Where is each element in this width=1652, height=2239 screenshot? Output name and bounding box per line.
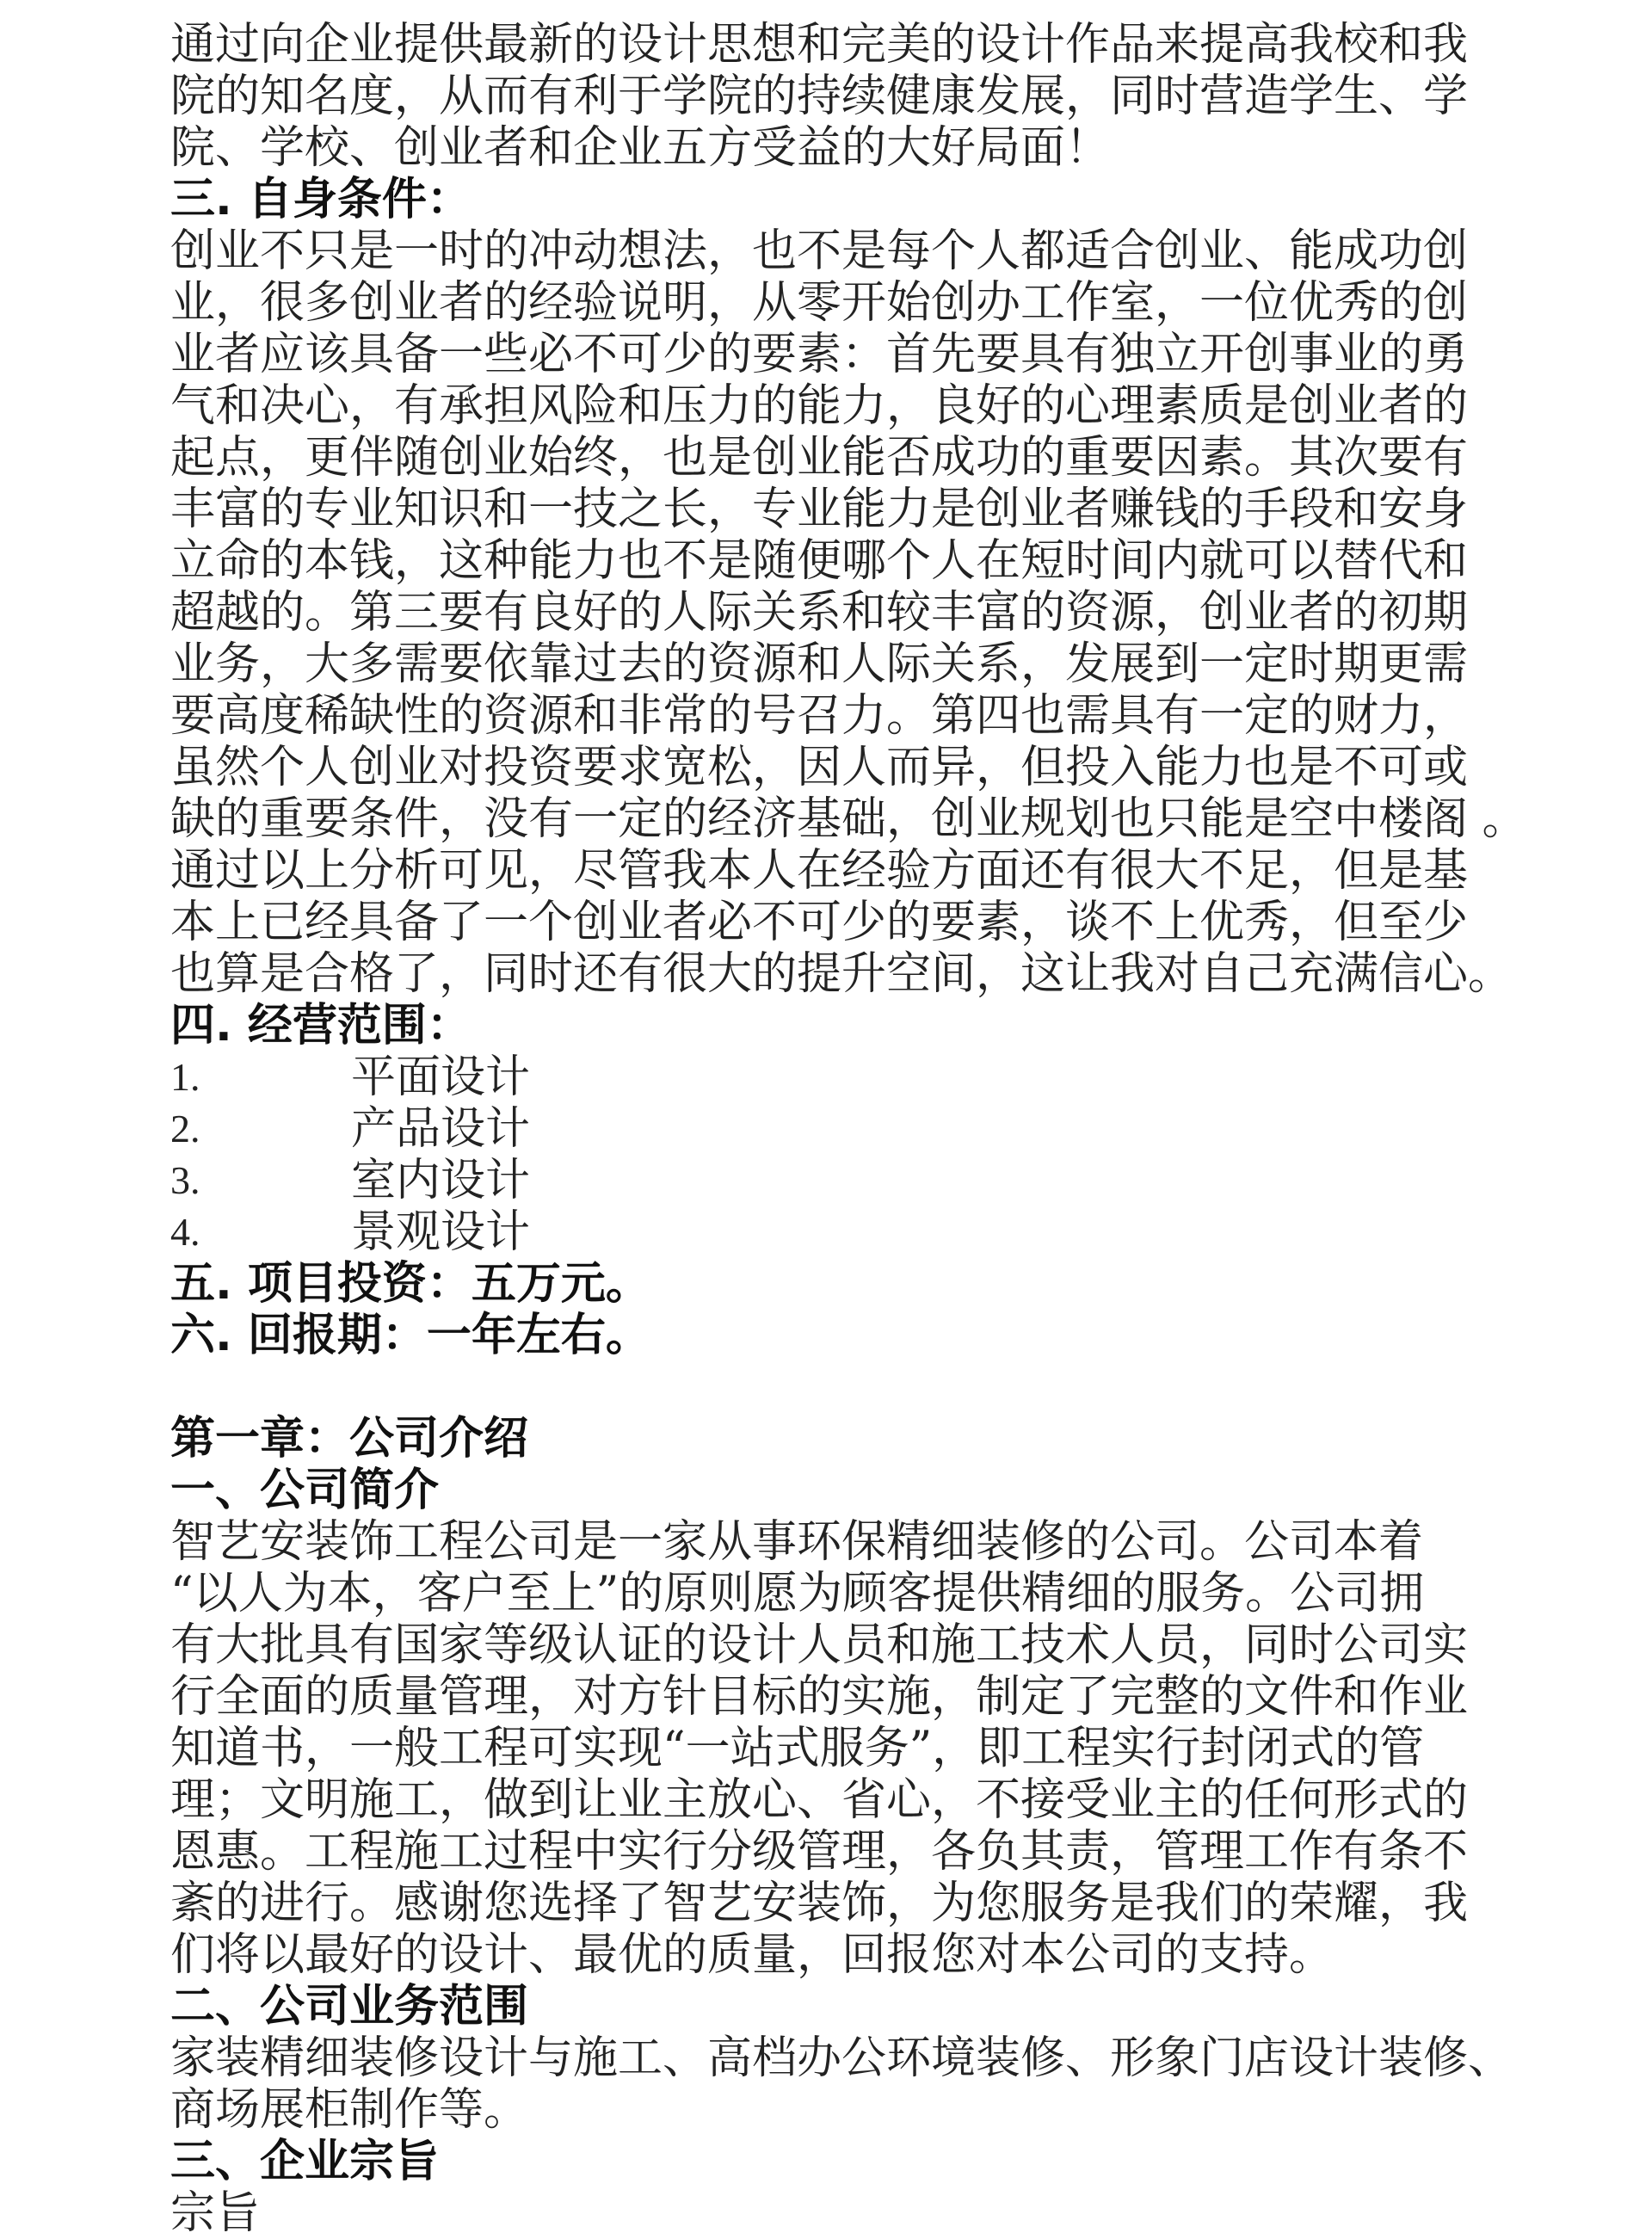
paragraph-line: 家装精细装修设计与施工、高档办公环境装修、形象门店设计装修、: [170, 2032, 1513, 2084]
paragraph-line: 超越的。第三要有良好的人际关系和较丰富的资源，创业者的初期: [170, 587, 1469, 638]
section-heading-payback: 六. 回报期：一年左右。: [170, 1310, 650, 1361]
paragraph-line: “以人为本，客户至上”的原则愿为顾客提供精细的服务。公司拥: [170, 1568, 1425, 1619]
paragraph-line: 有大批具有国家等级认证的设计人员和施工技术人员，同时公司实: [170, 1619, 1469, 1671]
paragraph-line: 业者应该具备一些必不可少的要素：首先要具有独立开创事业的勇: [170, 329, 1469, 380]
paragraph-line: 通过以上分析可见，尽管我本人在经验方面还有很大不足，但是基: [170, 845, 1469, 897]
list-label: 室内设计: [351, 1155, 531, 1206]
paragraph-line: 宗旨: [170, 2187, 261, 2239]
paragraph-line: 们将以最好的设计、最优的质量，回报您对本公司的支持。: [170, 1929, 1335, 1981]
paragraph-line: 理；文明施工，做到让业主放心、省心，不接受业主的任何形式的: [170, 1774, 1469, 1826]
chapter-title: 第一章：公司介绍: [170, 1413, 529, 1465]
list-number: 1.: [170, 1055, 200, 1099]
paragraph-line: 立命的本钱，这种能力也不是随便哪个人在短时间内就可以替代和: [170, 535, 1469, 587]
paragraph-line: 虽然个人创业对投资要求宽松，因人而异，但投入能力也是不可或: [170, 742, 1469, 793]
list-item: [170, 1206, 1478, 1258]
paragraph-line: 丰富的专业知识和一技之长，专业能力是创业者赚钱的手段和安身: [170, 484, 1469, 535]
subsection-heading-business-range: 二、公司业务范围: [170, 1981, 529, 2032]
business-range-paragraph: [170, 2032, 1513, 2136]
section-heading-business-scope: 四. 经营范围：: [170, 1000, 472, 1052]
section-heading-self-conditions: 三. 自身条件：: [170, 174, 472, 225]
paragraph-line: 院、学校、创业者和企业五方受益的大好局面！: [170, 122, 1111, 174]
paragraph-line: 恩惠。工程施工过程中实行分级管理，各负其责，管理工作有条不: [170, 1826, 1469, 1878]
paragraph-line: 业务，大多需要依靠过去的资源和人际关系，发展到一定时期更需: [170, 638, 1469, 690]
list-number: 2.: [170, 1107, 200, 1150]
section-heading-investment: 五. 项目投资：五万元。: [170, 1258, 650, 1310]
paragraph-line: 紊的进行。感谢您选择了智艺安装饰，为您服务是我们的荣耀，我: [170, 1878, 1469, 1929]
paragraph-line: 本上已经具备了一个创业者必不可少的要素，谈不上优秀，但至少: [170, 897, 1469, 948]
list-number: 3.: [170, 1158, 200, 1202]
list-number: 4.: [170, 1210, 200, 1254]
list-label: 平面设计: [351, 1052, 531, 1103]
paragraph-line: 行全面的质量管理，对方针目标的实施，制定了完整的文件和作业: [170, 1671, 1469, 1723]
enterprise-purpose-paragraph: [170, 2187, 1478, 2239]
paragraph-line: 起点，更伴随创业始终，也是创业能否成功的重要因素。其次要有: [170, 432, 1469, 484]
list-label: 产品设计: [351, 1103, 531, 1155]
paragraph-line: 业，很多创业者的经验说明，从零开始创办工作室，一位优秀的创: [170, 277, 1469, 329]
paragraph-line: 创业不只是一时的冲动想法，也不是每个人都适合创业、能成功创: [170, 225, 1469, 277]
paragraph-line: 气和决心，有承担风险和压力的能力，良好的心理素质是创业者的: [170, 380, 1469, 432]
list-item: [170, 1052, 1478, 1103]
intro-paragraph: [170, 19, 1478, 174]
paragraph-line: 知道书，一般工程可实现“一站式服务”，即工程实行封闭式的管: [170, 1723, 1425, 1774]
list-item: [170, 1103, 1478, 1155]
paragraph-line: 要高度稀缺性的资源和非常的号召力。第四也需具有一定的财力，: [170, 690, 1469, 742]
subsection-heading-enterprise-purpose: 三、企业宗旨: [170, 2136, 440, 2187]
document-page: [170, 19, 1527, 2239]
business-scope-list: [170, 1052, 1478, 1258]
paragraph-line: 院的知名度，从而有利于学院的持续健康发展，同时营造学生、学: [170, 71, 1469, 122]
list-label: 景观设计: [351, 1206, 531, 1258]
subsection-heading-company-profile: 一、公司简介: [170, 1465, 440, 1516]
paragraph-line: 也算是合格了，同时还有很大的提升空间，这让我对自己充满信心。: [170, 948, 1513, 1000]
company-profile-paragraph: [170, 1516, 1478, 1981]
blank-line: [170, 1361, 1478, 1413]
paragraph-line: 智艺安装饰工程公司是一家从事环保精细装修的公司。公司本着: [170, 1516, 1424, 1568]
list-item: [170, 1155, 1478, 1206]
paragraph-line: 通过向企业提供最新的设计思想和完美的设计作品来提高我校和我: [170, 19, 1469, 71]
self-conditions-paragraph: [170, 225, 1527, 1000]
paragraph-line: 缺的重要条件，没有一定的经济基础，创业规划也只能是空中楼阁 。: [170, 793, 1527, 845]
paragraph-line: 商场展柜制作等。: [170, 2084, 529, 2136]
